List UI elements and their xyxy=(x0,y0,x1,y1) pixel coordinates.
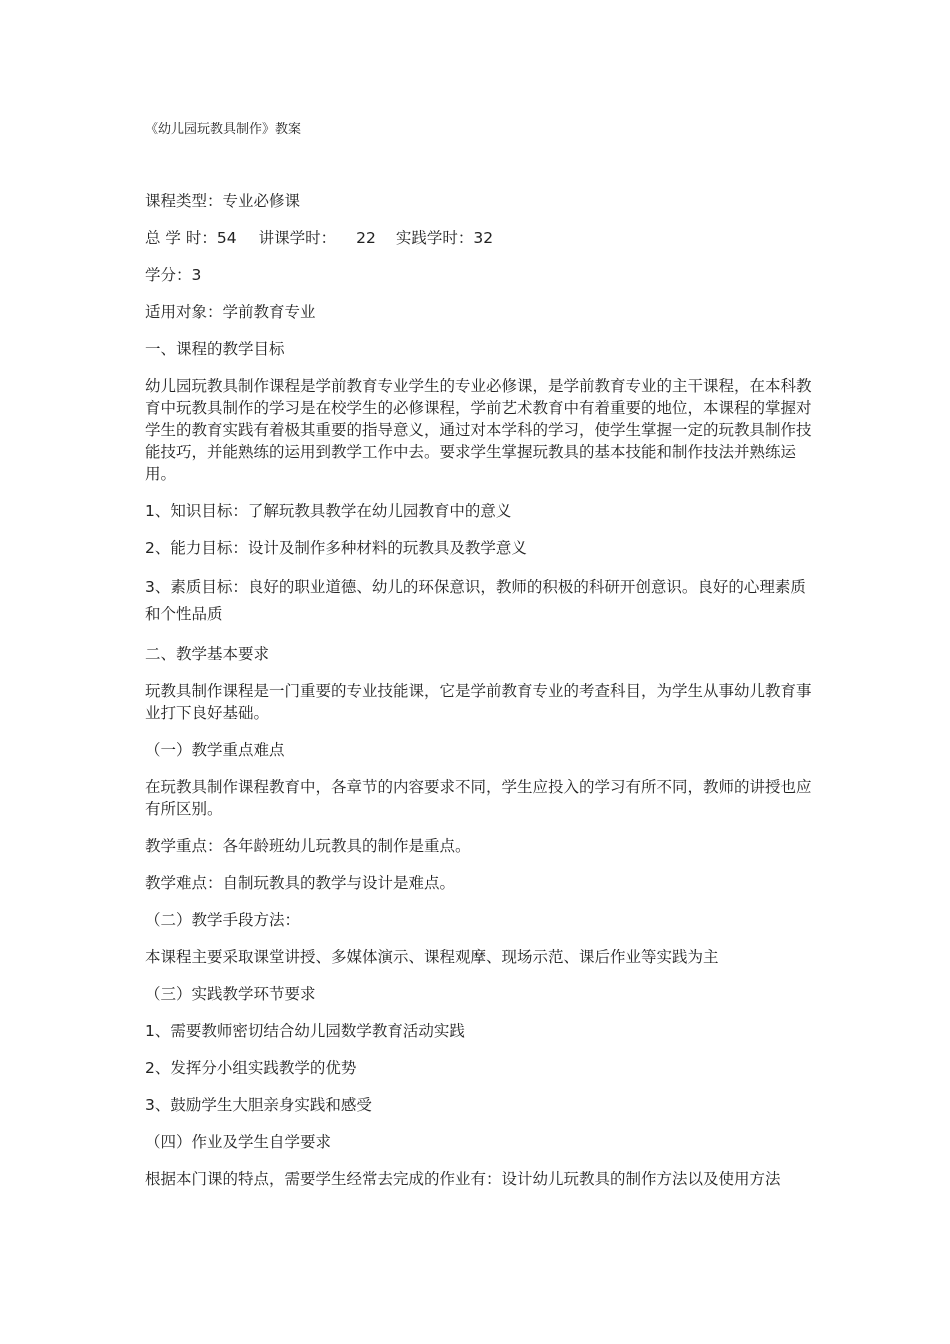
goal-text: 、知识目标：了解玩教具教学在幼儿园教育中的意义 xyxy=(154,502,512,520)
item-text: 、发挥分小组实践教学的优势 xyxy=(154,1059,357,1077)
section-heading: 一、课程的教学目标 xyxy=(145,340,285,358)
subsection-heading: （四）作业及学生自学要求 xyxy=(145,1133,332,1151)
paragraph: 在玩教具制作课程教育中，各章节的内容要求不同，学生应投入的学习有所不同，教师的讲授也应有所区别。 xyxy=(145,778,812,818)
practice-hours-label: 实践学时： xyxy=(395,229,474,247)
item-text: 、需要教师密切结合幼儿园数学教育活动实践 xyxy=(154,1022,465,1040)
course-type: 课程类型：专业必修课 xyxy=(145,192,301,210)
total-hours-value: 54 xyxy=(216,229,237,247)
document-body xyxy=(145,190,815,1190)
lecture-hours-label: 讲课学时： xyxy=(258,229,337,247)
course-audience: 适用对象：学前教育专业 xyxy=(145,303,316,321)
credit-label: 学分： xyxy=(145,266,192,284)
paragraph: 玩教具制作课程是一门重要的专业技能课，它是学前教育专业的考查科目，为学生从事幼儿教育事业打下良好基础。 xyxy=(145,682,812,722)
practice-item xyxy=(145,1057,815,1079)
subsection-heading: （一）教学重点难点 xyxy=(145,741,285,759)
practice-item xyxy=(145,1094,815,1116)
item-number: 2 xyxy=(145,1059,155,1077)
key-point: 教学重点：各年龄班幼儿玩教具的制作是重点。 xyxy=(145,837,471,855)
goal-item xyxy=(145,500,815,522)
item-number: 1 xyxy=(145,1022,155,1040)
goal-number: 2 xyxy=(145,539,155,557)
paragraph: 本课程主要采取课堂讲授、多媒体演示、课程观摩、现场示范、课后作业等实践为主 xyxy=(145,948,719,966)
practice-item xyxy=(145,1020,815,1042)
subsection-heading: （二）教学手段方法： xyxy=(145,911,301,929)
total-hours-label: 总 学 时： xyxy=(145,229,217,247)
goal-item xyxy=(145,537,815,559)
course-hours xyxy=(145,227,815,249)
goal-item xyxy=(145,574,815,628)
paragraph: 幼儿园玩教具制作课程是学前教育专业学生的专业必修课，是学前教育专业的主干课程，在本科教育中玩教具制作的学习是在校学生的必修课程，学前艺术教育中有着重要的地位，本课程的掌握对学生的教育实践有着极其重要的指导意义，通过对本学科的学习，使学生掌握一定的玩教具制作技能技巧，并能熟练的运用到教学工作中去。要求学生掌握玩教具的基本技能和制作技法并熟练运用。 xyxy=(145,377,812,483)
item-number: 3 xyxy=(145,1096,155,1114)
item-text: 、鼓励学生大胆亲身实践和感受 xyxy=(154,1096,372,1114)
goal-text: 、能力目标：设计及制作多种材料的玩教具及教学意义 xyxy=(154,539,527,557)
section-heading: 二、教学基本要求 xyxy=(145,645,270,663)
goal-number: 1 xyxy=(145,502,155,520)
lecture-hours-value: 22 xyxy=(356,229,376,247)
subsection-heading: （三）实践教学环节要求 xyxy=(145,985,316,1003)
document-title: 《幼儿园玩教具制作》教案 xyxy=(145,122,302,137)
paragraph: 根据本门课的特点，需要学生经常去完成的作业有：设计幼儿玩教具的制作方法以及使用方法 xyxy=(145,1170,781,1188)
goal-text: 、素质目标：良好的职业道德、幼儿的环保意识，教师的积极的科研开创意识。良好的心理素质和个性品质 xyxy=(145,578,806,623)
credit-value: 3 xyxy=(191,266,202,284)
difficulty-point: 教学难点：自制玩教具的教学与设计是难点。 xyxy=(145,874,456,892)
practice-hours-value: 32 xyxy=(473,229,494,247)
course-credit xyxy=(145,264,815,286)
goal-number: 3 xyxy=(145,578,155,596)
